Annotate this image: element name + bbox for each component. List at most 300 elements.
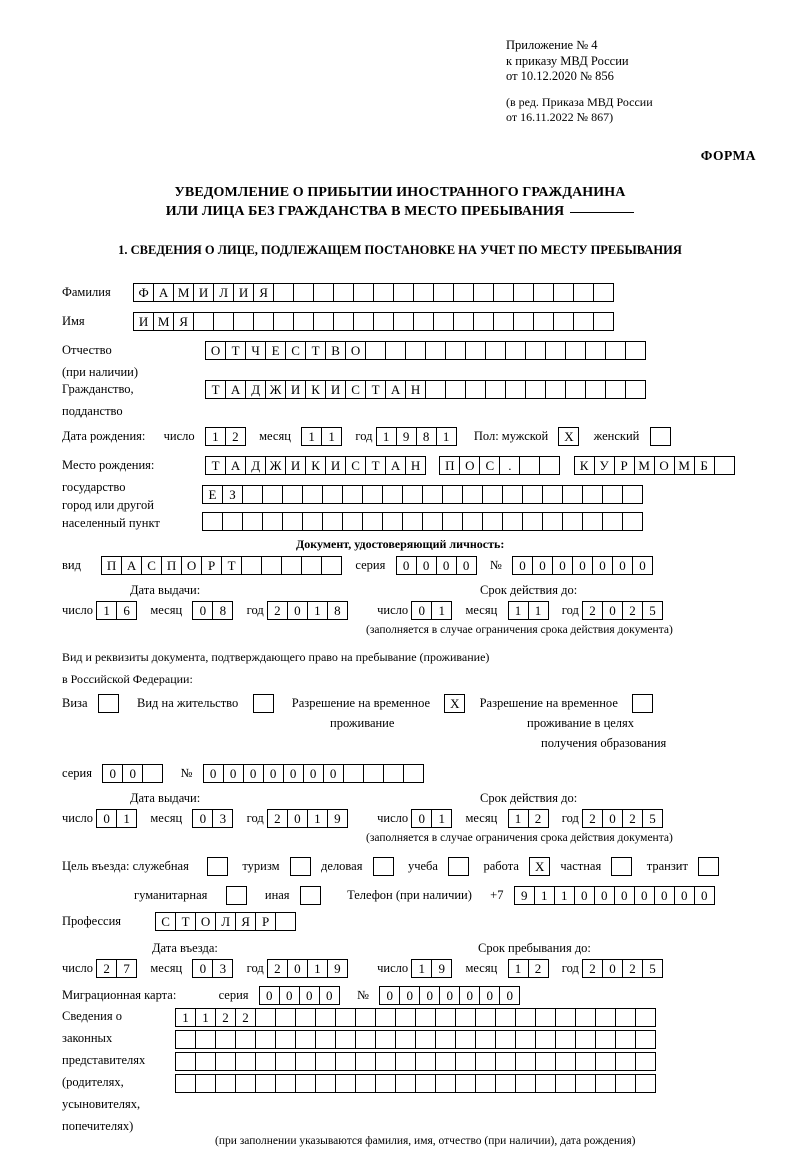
birthplace-city-part1-input[interactable] (439, 456, 559, 475)
char-cell[interactable]: 5 (642, 809, 663, 828)
char-cell[interactable]: Д (245, 380, 266, 399)
doc-valid-day-input[interactable] (411, 601, 451, 620)
char-cell[interactable] (435, 1074, 456, 1093)
char-cell[interactable]: Т (225, 341, 246, 360)
char-cell[interactable] (405, 341, 426, 360)
char-cell[interactable] (553, 312, 574, 331)
char-cell[interactable]: С (345, 380, 366, 399)
purpose-study-checkbox[interactable] (448, 857, 469, 876)
char-cell[interactable] (502, 485, 523, 504)
char-cell[interactable]: Р (201, 556, 222, 575)
char-cell[interactable]: С (285, 341, 306, 360)
char-cell[interactable]: 0 (287, 601, 308, 620)
char-cell[interactable]: М (674, 456, 695, 475)
char-cell[interactable] (213, 312, 234, 331)
char-cell[interactable]: Ж (265, 456, 286, 475)
char-cell[interactable] (413, 283, 434, 302)
char-cell[interactable]: О (205, 341, 226, 360)
char-cell[interactable] (455, 1008, 476, 1027)
char-cell[interactable] (373, 312, 394, 331)
char-cell[interactable]: 0 (319, 986, 340, 1005)
char-cell[interactable]: Е (202, 485, 223, 504)
char-cell[interactable]: 0 (323, 764, 344, 783)
char-cell[interactable] (553, 283, 574, 302)
char-cell[interactable]: 0 (303, 764, 324, 783)
char-cell[interactable] (562, 485, 583, 504)
char-cell[interactable] (615, 1030, 636, 1049)
birthplace-city-line3-input[interactable] (202, 512, 642, 531)
char-cell[interactable] (375, 1074, 396, 1093)
char-cell[interactable]: 1 (508, 809, 529, 828)
char-cell[interactable]: И (193, 283, 214, 302)
char-cell[interactable] (635, 1052, 656, 1071)
char-cell[interactable]: . (499, 456, 520, 475)
char-cell[interactable]: 0 (614, 886, 635, 905)
char-cell[interactable]: У (594, 456, 615, 475)
char-cell[interactable] (535, 1008, 556, 1027)
char-cell[interactable] (202, 512, 223, 531)
char-cell[interactable] (253, 312, 274, 331)
char-cell[interactable]: 0 (243, 764, 264, 783)
char-cell[interactable] (595, 1074, 616, 1093)
char-cell[interactable] (373, 283, 394, 302)
citizenship-input[interactable] (205, 380, 645, 399)
char-cell[interactable]: Д (245, 456, 266, 475)
char-cell[interactable] (425, 341, 446, 360)
char-cell[interactable] (363, 764, 384, 783)
char-cell[interactable] (175, 1030, 196, 1049)
char-cell[interactable]: 2 (528, 959, 549, 978)
char-cell[interactable]: 0 (456, 556, 477, 575)
char-cell[interactable]: Т (175, 912, 196, 931)
stay-issue-month-input[interactable] (192, 809, 232, 828)
char-cell[interactable] (422, 485, 443, 504)
residence-permit-checkbox[interactable] (253, 694, 274, 713)
char-cell[interactable] (495, 1052, 516, 1071)
visa-checkbox[interactable] (98, 694, 119, 713)
char-cell[interactable] (515, 1052, 536, 1071)
char-cell[interactable]: 0 (102, 764, 123, 783)
migration-number-input[interactable] (379, 986, 519, 1005)
char-cell[interactable]: 9 (327, 809, 348, 828)
char-cell[interactable]: И (285, 456, 306, 475)
char-cell[interactable] (453, 283, 474, 302)
char-cell[interactable]: М (634, 456, 655, 475)
char-cell[interactable]: Т (205, 380, 226, 399)
char-cell[interactable]: 0 (283, 764, 304, 783)
char-cell[interactable] (362, 512, 383, 531)
char-cell[interactable] (435, 1052, 456, 1071)
char-cell[interactable] (365, 341, 386, 360)
stay-end-year-input[interactable] (582, 959, 662, 978)
stay-valid-year-input[interactable] (582, 809, 662, 828)
char-cell[interactable] (485, 380, 506, 399)
char-cell[interactable] (322, 485, 343, 504)
char-cell[interactable]: А (121, 556, 142, 575)
char-cell[interactable] (555, 1052, 576, 1071)
char-cell[interactable]: 7 (116, 959, 137, 978)
doc-series-input[interactable] (396, 556, 476, 575)
char-cell[interactable] (493, 283, 514, 302)
char-cell[interactable]: Ч (245, 341, 266, 360)
char-cell[interactable]: Ж (265, 380, 286, 399)
char-cell[interactable]: И (133, 312, 154, 331)
purpose-private-checkbox[interactable] (611, 857, 632, 876)
char-cell[interactable] (593, 312, 614, 331)
char-cell[interactable]: 3 (212, 809, 233, 828)
char-cell[interactable] (535, 1052, 556, 1071)
char-cell[interactable] (275, 1030, 296, 1049)
char-cell[interactable] (585, 380, 606, 399)
char-cell[interactable]: 1 (205, 427, 226, 446)
char-cell[interactable] (413, 312, 434, 331)
char-cell[interactable] (519, 456, 540, 475)
doc-issue-day-input[interactable] (96, 601, 136, 620)
purpose-official-checkbox[interactable] (207, 857, 228, 876)
char-cell[interactable] (539, 456, 560, 475)
char-cell[interactable]: 1 (116, 809, 137, 828)
char-cell[interactable] (215, 1052, 236, 1071)
char-cell[interactable]: С (479, 456, 500, 475)
char-cell[interactable] (505, 341, 526, 360)
char-cell[interactable] (215, 1074, 236, 1093)
char-cell[interactable] (355, 1030, 376, 1049)
char-cell[interactable] (593, 283, 614, 302)
stay-issue-year-input[interactable] (267, 809, 347, 828)
char-cell[interactable] (235, 1074, 256, 1093)
char-cell[interactable]: О (654, 456, 675, 475)
char-cell[interactable]: 0 (259, 986, 280, 1005)
char-cell[interactable] (435, 1008, 456, 1027)
legal-rep-line1-input[interactable] (175, 1008, 655, 1027)
char-cell[interactable] (453, 312, 474, 331)
char-cell[interactable] (282, 485, 303, 504)
stay-end-month-input[interactable] (508, 959, 548, 978)
char-cell[interactable]: Л (213, 283, 234, 302)
char-cell[interactable] (175, 1052, 196, 1071)
char-cell[interactable] (605, 341, 626, 360)
char-cell[interactable]: 9 (514, 886, 535, 905)
char-cell[interactable]: 0 (674, 886, 695, 905)
stay-valid-day-input[interactable] (411, 809, 451, 828)
char-cell[interactable]: 0 (654, 886, 675, 905)
purpose-tourism-checkbox[interactable] (290, 857, 311, 876)
char-cell[interactable]: 1 (307, 809, 328, 828)
char-cell[interactable]: 0 (287, 809, 308, 828)
char-cell[interactable] (475, 1074, 496, 1093)
stay-end-day-input[interactable] (411, 959, 451, 978)
char-cell[interactable] (433, 312, 454, 331)
entry-year-input[interactable] (267, 959, 347, 978)
char-cell[interactable] (475, 1052, 496, 1071)
char-cell[interactable]: 0 (279, 986, 300, 1005)
char-cell[interactable] (425, 380, 446, 399)
char-cell[interactable] (275, 1052, 296, 1071)
char-cell[interactable] (465, 380, 486, 399)
char-cell[interactable]: 0 (574, 886, 595, 905)
stay-number-input[interactable] (203, 764, 423, 783)
char-cell[interactable]: 2 (215, 1008, 236, 1027)
char-cell[interactable]: 0 (479, 986, 500, 1005)
char-cell[interactable] (375, 1008, 396, 1027)
char-cell[interactable]: 1 (436, 427, 457, 446)
char-cell[interactable]: 0 (632, 556, 653, 575)
char-cell[interactable]: Т (365, 456, 386, 475)
char-cell[interactable] (635, 1074, 656, 1093)
char-cell[interactable]: А (153, 283, 174, 302)
char-cell[interactable]: 1 (321, 427, 342, 446)
char-cell[interactable]: 1 (96, 601, 117, 620)
char-cell[interactable]: И (233, 283, 254, 302)
char-cell[interactable] (335, 1074, 356, 1093)
char-cell[interactable] (482, 485, 503, 504)
char-cell[interactable]: 2 (235, 1008, 256, 1027)
birthplace-city-part2-input[interactable] (574, 456, 734, 475)
char-cell[interactable]: 0 (416, 556, 437, 575)
char-cell[interactable] (255, 1052, 276, 1071)
char-cell[interactable]: 0 (192, 959, 213, 978)
char-cell[interactable]: 0 (299, 986, 320, 1005)
char-cell[interactable] (195, 1074, 216, 1093)
char-cell[interactable]: 1 (508, 959, 529, 978)
char-cell[interactable] (455, 1030, 476, 1049)
char-cell[interactable]: В (325, 341, 346, 360)
char-cell[interactable]: Н (405, 380, 426, 399)
char-cell[interactable]: 3 (212, 959, 233, 978)
char-cell[interactable] (235, 1052, 256, 1071)
char-cell[interactable] (545, 341, 566, 360)
char-cell[interactable]: 2 (582, 959, 603, 978)
char-cell[interactable]: 2 (267, 601, 288, 620)
char-cell[interactable] (322, 512, 343, 531)
legal-rep-line3-input[interactable] (175, 1052, 655, 1071)
char-cell[interactable] (573, 312, 594, 331)
char-cell[interactable] (375, 1030, 396, 1049)
char-cell[interactable]: 0 (694, 886, 715, 905)
char-cell[interactable] (525, 380, 546, 399)
char-cell[interactable]: 8 (327, 601, 348, 620)
migration-series-input[interactable] (259, 986, 339, 1005)
char-cell[interactable] (562, 512, 583, 531)
char-cell[interactable]: О (181, 556, 202, 575)
char-cell[interactable] (355, 1074, 376, 1093)
char-cell[interactable] (295, 1030, 316, 1049)
purpose-humanitarian-checkbox[interactable] (226, 886, 247, 905)
char-cell[interactable] (515, 1008, 536, 1027)
char-cell[interactable]: 0 (203, 764, 224, 783)
char-cell[interactable]: 2 (622, 959, 643, 978)
char-cell[interactable] (241, 556, 262, 575)
char-cell[interactable] (522, 512, 543, 531)
char-cell[interactable] (275, 1008, 296, 1027)
char-cell[interactable]: 9 (396, 427, 417, 446)
char-cell[interactable]: Т (205, 456, 226, 475)
char-cell[interactable]: 1 (554, 886, 575, 905)
char-cell[interactable]: Е (265, 341, 286, 360)
char-cell[interactable]: И (325, 456, 346, 475)
char-cell[interactable]: 0 (532, 556, 553, 575)
char-cell[interactable]: 0 (499, 986, 520, 1005)
char-cell[interactable] (403, 764, 424, 783)
char-cell[interactable] (335, 1008, 356, 1027)
char-cell[interactable]: 1 (175, 1008, 196, 1027)
char-cell[interactable]: П (101, 556, 122, 575)
char-cell[interactable] (515, 1074, 536, 1093)
char-cell[interactable]: Я (173, 312, 194, 331)
char-cell[interactable] (545, 380, 566, 399)
char-cell[interactable] (195, 1030, 216, 1049)
char-cell[interactable]: 0 (223, 764, 244, 783)
char-cell[interactable] (293, 283, 314, 302)
char-cell[interactable] (595, 1030, 616, 1049)
char-cell[interactable] (262, 512, 283, 531)
birth-year-input[interactable] (376, 427, 456, 446)
char-cell[interactable]: 1 (411, 959, 432, 978)
char-cell[interactable]: 2 (96, 959, 117, 978)
char-cell[interactable]: 2 (622, 809, 643, 828)
char-cell[interactable]: Б (694, 456, 715, 475)
char-cell[interactable] (582, 512, 603, 531)
char-cell[interactable] (142, 764, 163, 783)
char-cell[interactable]: 0 (552, 556, 573, 575)
char-cell[interactable] (582, 485, 603, 504)
char-cell[interactable] (242, 512, 263, 531)
char-cell[interactable]: М (153, 312, 174, 331)
char-cell[interactable] (482, 512, 503, 531)
char-cell[interactable]: 1 (307, 601, 328, 620)
char-cell[interactable] (415, 1052, 436, 1071)
char-cell[interactable] (555, 1074, 576, 1093)
doc-issue-month-input[interactable] (192, 601, 232, 620)
char-cell[interactable] (382, 485, 403, 504)
char-cell[interactable] (635, 1008, 656, 1027)
char-cell[interactable] (462, 512, 483, 531)
sex-female-checkbox[interactable] (650, 427, 671, 446)
char-cell[interactable]: 0 (192, 601, 213, 620)
char-cell[interactable]: 2 (267, 809, 288, 828)
char-cell[interactable] (262, 485, 283, 504)
char-cell[interactable] (393, 283, 414, 302)
char-cell[interactable]: 0 (512, 556, 533, 575)
legal-rep-line4-input[interactable] (175, 1074, 655, 1093)
char-cell[interactable] (433, 283, 454, 302)
doc-valid-year-input[interactable] (582, 601, 662, 620)
char-cell[interactable] (502, 512, 523, 531)
char-cell[interactable]: С (155, 912, 176, 931)
char-cell[interactable] (555, 1030, 576, 1049)
char-cell[interactable]: Р (255, 912, 276, 931)
birthplace-state-input[interactable] (205, 456, 425, 475)
char-cell[interactable]: Р (614, 456, 635, 475)
char-cell[interactable] (625, 380, 646, 399)
char-cell[interactable] (442, 512, 463, 531)
char-cell[interactable]: 1 (528, 601, 549, 620)
char-cell[interactable] (595, 1052, 616, 1071)
char-cell[interactable] (302, 512, 323, 531)
doc-type-input[interactable] (101, 556, 341, 575)
char-cell[interactable]: С (345, 456, 366, 475)
char-cell[interactable]: Т (305, 341, 326, 360)
char-cell[interactable]: 2 (582, 809, 603, 828)
char-cell[interactable] (622, 512, 643, 531)
char-cell[interactable] (402, 512, 423, 531)
char-cell[interactable]: 1 (307, 959, 328, 978)
char-cell[interactable] (533, 312, 554, 331)
char-cell[interactable]: А (385, 456, 406, 475)
char-cell[interactable]: 0 (612, 556, 633, 575)
char-cell[interactable]: 0 (287, 959, 308, 978)
stay-valid-month-input[interactable] (508, 809, 548, 828)
char-cell[interactable] (333, 283, 354, 302)
char-cell[interactable] (533, 283, 554, 302)
char-cell[interactable] (525, 341, 546, 360)
char-cell[interactable]: 0 (263, 764, 284, 783)
char-cell[interactable] (565, 341, 586, 360)
char-cell[interactable] (395, 1030, 416, 1049)
char-cell[interactable] (261, 556, 282, 575)
char-cell[interactable] (215, 1030, 236, 1049)
char-cell[interactable] (513, 283, 534, 302)
char-cell[interactable] (315, 1052, 336, 1071)
char-cell[interactable] (193, 312, 214, 331)
purpose-other-checkbox[interactable] (300, 886, 321, 905)
doc-number-input[interactable] (512, 556, 652, 575)
char-cell[interactable] (195, 1052, 216, 1071)
char-cell[interactable]: 0 (592, 556, 613, 575)
char-cell[interactable] (602, 485, 623, 504)
char-cell[interactable]: 0 (379, 986, 400, 1005)
char-cell[interactable] (321, 556, 342, 575)
char-cell[interactable]: О (459, 456, 480, 475)
char-cell[interactable] (301, 556, 322, 575)
char-cell[interactable] (542, 485, 563, 504)
char-cell[interactable] (535, 1074, 556, 1093)
char-cell[interactable] (275, 1074, 296, 1093)
entry-day-input[interactable] (96, 959, 136, 978)
char-cell[interactable]: К (305, 456, 326, 475)
char-cell[interactable]: 0 (96, 809, 117, 828)
char-cell[interactable] (281, 556, 302, 575)
char-cell[interactable] (333, 312, 354, 331)
char-cell[interactable]: 1 (195, 1008, 216, 1027)
char-cell[interactable] (222, 512, 243, 531)
char-cell[interactable] (495, 1074, 516, 1093)
char-cell[interactable]: З (222, 485, 243, 504)
char-cell[interactable]: 0 (192, 809, 213, 828)
char-cell[interactable] (635, 1030, 656, 1049)
char-cell[interactable]: 6 (116, 601, 137, 620)
char-cell[interactable]: Я (235, 912, 256, 931)
char-cell[interactable] (575, 1074, 596, 1093)
char-cell[interactable] (175, 1074, 196, 1093)
char-cell[interactable]: 0 (594, 886, 615, 905)
char-cell[interactable] (293, 312, 314, 331)
doc-valid-month-input[interactable] (508, 601, 548, 620)
char-cell[interactable]: С (141, 556, 162, 575)
char-cell[interactable] (402, 485, 423, 504)
char-cell[interactable] (575, 1008, 596, 1027)
char-cell[interactable] (282, 512, 303, 531)
doc-issue-year-input[interactable] (267, 601, 347, 620)
char-cell[interactable]: 0 (602, 959, 623, 978)
char-cell[interactable] (422, 512, 443, 531)
char-cell[interactable]: П (439, 456, 460, 475)
char-cell[interactable] (255, 1008, 276, 1027)
char-cell[interactable] (445, 380, 466, 399)
char-cell[interactable] (605, 380, 626, 399)
char-cell[interactable]: П (161, 556, 182, 575)
char-cell[interactable]: А (225, 380, 246, 399)
